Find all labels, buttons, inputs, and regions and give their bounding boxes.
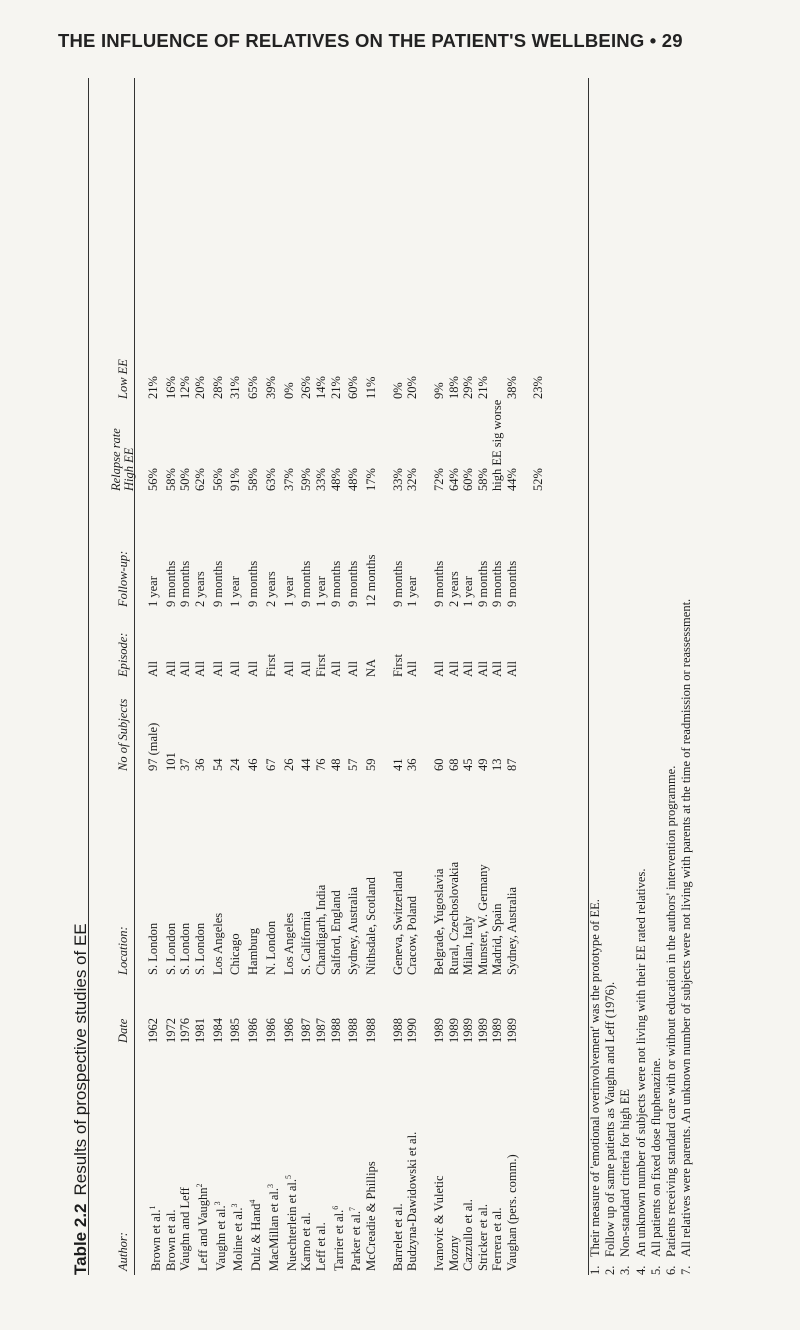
cell-low-ee: 9% [431,382,446,399]
footnote-text: An unknown number of subjects were not living with their EE rated relatives. [633,868,648,1257]
footnote-text: Patients receiving standard care with or without education in the authors' intervention programme. [664,765,679,1257]
cell-author: Nuechterlein et al.$^5$ [283,1175,299,1271]
table-row [329,333,347,1275]
header-author: Author: [115,1232,130,1271]
cell-location: Cracow, Poland [405,895,420,975]
cell-location: Sydney, Australia [504,886,519,975]
footnote [634,85,649,1275]
footnote-number: 7. [679,1265,694,1275]
footnote-text: Follow up of same patients as Vaughn and Leff (1976). [603,981,618,1257]
header-location: Location: [115,926,130,975]
cell-followup: 1 year [314,576,329,607]
cell-low-ee: 31% [228,376,243,399]
cell-subjects: 49 [475,758,490,771]
footnote-marker: 5 [283,1175,293,1180]
cell-date: 1984 [210,1018,225,1043]
cell-author: Budzyna-Dawidowski et al. [405,1131,420,1271]
cell-location: S. London [146,922,160,975]
cell-date: 1976 [178,1018,193,1043]
cell-subjects: 26 [281,758,296,771]
cell-subjects: 76 [314,758,329,771]
row-spacer [519,333,531,1275]
cell-date: 1987 [299,1018,314,1043]
cell-subjects: 24 [228,758,243,771]
footnotes [588,85,694,1275]
cell-author: Mozny [446,1235,461,1271]
table-number: Table 2.2 [71,1203,90,1275]
cell-low-ee: 29% [461,376,476,399]
cell-author: Barrelet et al. [390,1203,405,1271]
footnote-text: All relatives were parents. An unknown number of subjects were not living with parents at the time of readmission or reassessment. [679,598,694,1257]
cell-location: Milan, Italy [461,915,476,975]
cell-high-ee: 37% [281,468,296,491]
footnote-text: Their measure of 'emotional overinvolvement' was the prototype of EE. [588,899,602,1257]
cell-high-ee: 33% [390,468,405,491]
cell-high-ee: 50% [178,468,193,491]
cell-date: 1989 [446,1018,461,1043]
cell-subjects: 45 [461,758,476,771]
table-caption [70,923,92,1275]
footnote [679,85,694,1275]
cell-date: 1972 [163,1018,178,1043]
cell-location: Nithsdale, Scotland [364,877,379,975]
cell-subjects: 97 (male) [146,722,160,771]
footnote-marker: 3 [265,1184,275,1189]
cell-author: Dulz & Hand$^4$ [248,1199,264,1271]
cell-followup: 9 months [490,560,505,607]
table-row [447,333,462,1275]
table-row [461,333,476,1275]
cell-high-ee: 58% [163,468,178,491]
table-row [193,333,211,1275]
cell-author: MacMillan et al.$^3$ [265,1184,282,1271]
cell-date: 1988 [390,1018,405,1043]
table-row [178,333,193,1275]
cell-followup: 9 months [163,560,178,607]
cell-subjects: 36 [405,758,420,771]
cell-episode: All [163,661,178,677]
cell-low-ee: 23% [531,376,546,399]
cell-author: Karno et al. [299,1212,314,1271]
cell-episode [531,611,546,681]
cell-followup: 9 months [346,560,361,607]
cell-date: 1989 [504,1018,519,1043]
cell-episode: All [328,661,343,677]
cell-subjects: 48 [328,758,343,771]
table-row [476,333,491,1275]
cell-episode: All [246,661,261,677]
cell-high-ee: 59% [299,468,314,491]
footnote-number: 6. [664,1265,679,1275]
table-row [405,333,420,1275]
cell-subjects: 57 [346,758,361,771]
cell-followup: 1 year [146,576,160,607]
cell-author: Leff and Vaughn$^2$ [194,1183,211,1271]
cell-episode: All [178,661,193,677]
cell-low-ee: 39% [263,376,278,399]
footnote [649,85,664,1275]
footnote-number: 3. [618,1265,633,1275]
cell-date: 1990 [405,1018,420,1043]
cell-author: Tarrier et al.$^6$ [330,1205,346,1271]
cell-subjects: 44 [299,758,314,771]
cell-episode: All [192,661,207,677]
cell-subjects: 87 [504,758,519,771]
cell-low-ee: 14% [314,376,329,399]
header-low-ee: Low EE [115,359,130,399]
cell-high-ee: 52% [531,468,546,491]
cell-high-ee: 64% [446,468,461,491]
cell-low-ee: 0% [281,382,296,399]
header-date: Date [115,1018,130,1043]
footnote-number: 5. [648,1265,663,1275]
footnote-marker: 6 [330,1205,340,1210]
table-row [391,333,406,1275]
cell-date: 1986 [281,1018,296,1043]
header-episode: Episode: [115,632,130,677]
table-row [211,333,229,1275]
cell-followup: 9 months [431,560,446,607]
cell-location [531,775,546,979]
footnote-marker: 2 [194,1183,204,1188]
cell-subjects: 13 [490,758,505,771]
cell-high-ee: 91% [228,468,243,491]
cell-date: 1986 [263,1018,278,1043]
cell-episode: All [210,661,225,677]
header-high-ee [100,403,146,495]
cell-episode: All [281,661,296,677]
running-head: THE INFLUENCE OF RELATIVES ON THE PATIENT'S WELLBEING • 29 [58,30,683,51]
cell-low-ee: 21% [146,376,160,399]
cell-low-ee: 38% [504,376,519,399]
cell-location: Chicago [228,933,243,975]
cell-high-ee: 60% [461,468,476,491]
cell-subjects: 60 [431,758,446,771]
cell-subjects: 67 [263,758,278,771]
cell-date: 1989 [431,1018,446,1043]
cell-episode: All [299,661,314,677]
cell-episode: First [314,654,329,677]
cell-author [531,1047,546,1275]
footnote-marker: 4 [248,1199,258,1204]
cell-location: Belgrade, Yugoslavia [431,868,446,975]
footnote [618,85,633,1275]
cell-subjects: 36 [192,758,207,771]
footnote [588,85,603,1275]
cell-episode: All [461,661,476,677]
cell-episode: First [263,654,278,677]
table-row [432,333,447,1275]
cell-subjects [531,681,546,775]
table-row [146,333,164,1275]
table-row [314,333,329,1275]
cell-low-ee: 60% [346,376,361,399]
cell-date: 1989 [490,1018,505,1043]
cell-episode: All [446,661,461,677]
header-subjects: No of Subjects [115,698,130,771]
table-row [531,333,546,1275]
cell-author: Vaughan (pers. comm.) [504,1154,519,1271]
cell-date: 1986 [246,1018,261,1043]
cell-author: Ferrera et al. [490,1207,505,1271]
table-row [228,333,246,1275]
cell-location: Sydney, Australia [346,886,361,975]
cell-followup: 1 year [281,576,296,607]
cell-low-ee: 18% [446,376,461,399]
cell-date: 1985 [228,1018,243,1043]
cell-followup: 1 year [228,576,243,607]
cell-location: Chandigarh, India [314,884,329,975]
cell-location: Hamburg [246,928,261,975]
table-row [490,333,505,1275]
cell-date: 1988 [346,1018,361,1043]
cell-high-ee: 62% [192,468,207,491]
cell-date: 1988 [364,1018,379,1043]
cell-episode: All [475,661,490,677]
header-high-ee-label: High EE [122,447,136,491]
cell-date: 1962 [146,1018,160,1043]
cell-high-ee: 56% [210,468,225,491]
table-row [164,333,179,1275]
table-row [505,333,520,1275]
cell-location: Los Angeles [281,912,296,975]
cell-location: S. California [299,911,314,975]
cell-low-ee: 26% [299,376,314,399]
cell-low-ee: 20% [192,376,207,399]
cell-low-ee: 11% [364,376,379,399]
cell-author: Parker et al.$^7$ [348,1206,364,1271]
cell-high-ee: 63% [263,468,278,491]
cell-low-ee: 28% [210,376,225,399]
ee-studies-table [100,333,546,1275]
cell-subjects: 41 [390,758,405,771]
cell-subjects: 59 [364,758,379,771]
cell-author: Vaughn et al.$^3$ [212,1201,228,1271]
cell-followup: 9 months [504,560,519,607]
cell-low-ee: 12% [178,376,193,399]
row-spacer [420,333,432,1275]
table-row [299,333,314,1275]
cell-subjects: 54 [210,758,225,771]
cell-episode: All [146,661,160,677]
cell-author: Brown et al.$^1$ [148,1205,164,1271]
footnote-number: 2. [603,1265,618,1275]
table-title: Results of prospective studies of EE [71,923,90,1196]
cell-author: Brown et al. [163,1209,178,1271]
cell-high-ee: 44% [504,468,519,491]
table-row [364,333,379,1275]
cell-low-ee: 21% [475,376,490,399]
cell-episode: First [390,654,405,677]
cell-high-ee: 48% [328,468,343,491]
footnote [664,85,679,1275]
cell-followup: 2 years [263,571,278,607]
table-row [264,333,282,1275]
cell-episode: NA [364,658,379,677]
table-row [346,333,364,1275]
cell-date: 1989 [475,1018,490,1043]
table-row [282,333,300,1275]
cell-location: Salford, England [328,890,343,975]
footnote-marker: 1 [148,1205,157,1210]
row-spacer [379,333,391,1275]
cell-high-ee: 48% [346,468,361,491]
cell-followup: 2 years [192,571,207,607]
cell-date: 1989 [461,1018,476,1043]
cell-high-ee: high EE sig worse [490,399,505,491]
cell-followup: 9 months [178,560,193,607]
cell-author: Leff et al. [314,1222,329,1271]
cell-author: Stricker et al. [475,1204,490,1271]
table-body [146,333,546,1275]
cell-author: Ivanovic & Vuletic [431,1175,446,1271]
cell-followup: 1 year [405,576,420,607]
cell-high-ee: 32% [405,468,420,491]
cell-episode: All [431,661,446,677]
cell-high-ee: 33% [314,468,329,491]
cell-followup: 9 months [328,560,343,607]
cell-followup: 9 months [246,560,261,607]
cell-episode: All [346,661,361,677]
cell-date: 1987 [314,1018,329,1043]
cell-location: S. London [163,922,178,975]
cell-author: Cazzullo et al. [461,1199,476,1271]
cell-low-ee: 0% [390,382,405,399]
cell-subjects: 37 [178,758,193,771]
cell-episode: All [228,661,243,677]
cell-location: N. London [263,920,278,975]
cell-author: Moline et al.$^3$ [230,1203,246,1271]
cell-location: S. London [192,922,207,975]
cell-location: Rural, Czechoslovakia [446,861,461,975]
cell-followup: 9 months [475,560,490,607]
cell-followup [531,495,546,611]
cell-followup: 12 months [364,554,379,607]
table-header-row [100,333,146,1275]
cell-episode: All [405,661,420,677]
header-relapse-rate: Relapse rate [109,428,123,491]
cell-low-ee: 20% [405,376,420,399]
cell-date: 1981 [192,1018,207,1043]
rotated-table-block [70,78,710,1275]
cell-subjects: 101 [163,752,178,771]
cell-location: Geneva, Switzerland [390,870,405,975]
cell-date [531,979,546,1047]
footnote-text: Non-standard criteria for high EE [618,1089,633,1257]
cell-date: 1988 [328,1018,343,1043]
footnote-marker: 7 [348,1206,358,1211]
cell-followup: 9 months [299,560,314,607]
cell-high-ee: 56% [146,468,160,491]
cell-high-ee: 17% [364,468,379,491]
cell-low-ee: 21% [328,376,343,399]
cell-location: Madrid, Spain [490,903,505,975]
cell-high-ee: 58% [475,468,490,491]
cell-subjects: 46 [246,758,261,771]
table-row [246,333,264,1275]
cell-followup: 1 year [461,576,476,607]
footnote [603,85,618,1275]
cell-followup: 9 months [210,560,225,607]
cell-followup: 2 years [446,571,461,607]
footnote-number: 4. [633,1265,648,1275]
cell-author: Vaughn and Leff [178,1187,193,1271]
footnote-marker: 3 [230,1203,240,1208]
cell-location: Munster, W. Germany [475,864,490,975]
cell-low-ee: 65% [246,376,261,399]
footnote-number: 1. [588,1265,602,1275]
header-followup: Follow-up: [115,550,130,607]
cell-location: Los Angeles [210,912,225,975]
cell-location: S. London [178,922,193,975]
cell-high-ee: 58% [246,468,261,491]
cell-episode: All [490,661,505,677]
cell-followup: 9 months [390,560,405,607]
cell-subjects: 68 [446,758,461,771]
footnote-marker: 3 [212,1201,222,1206]
footnote-text: All patients on fixed dose fluphenazine. [648,1057,663,1257]
cell-author: McCreadie & Phillips [364,1161,379,1271]
cell-episode: All [504,661,519,677]
cell-low-ee: 16% [163,376,178,399]
cell-high-ee: 72% [431,468,446,491]
